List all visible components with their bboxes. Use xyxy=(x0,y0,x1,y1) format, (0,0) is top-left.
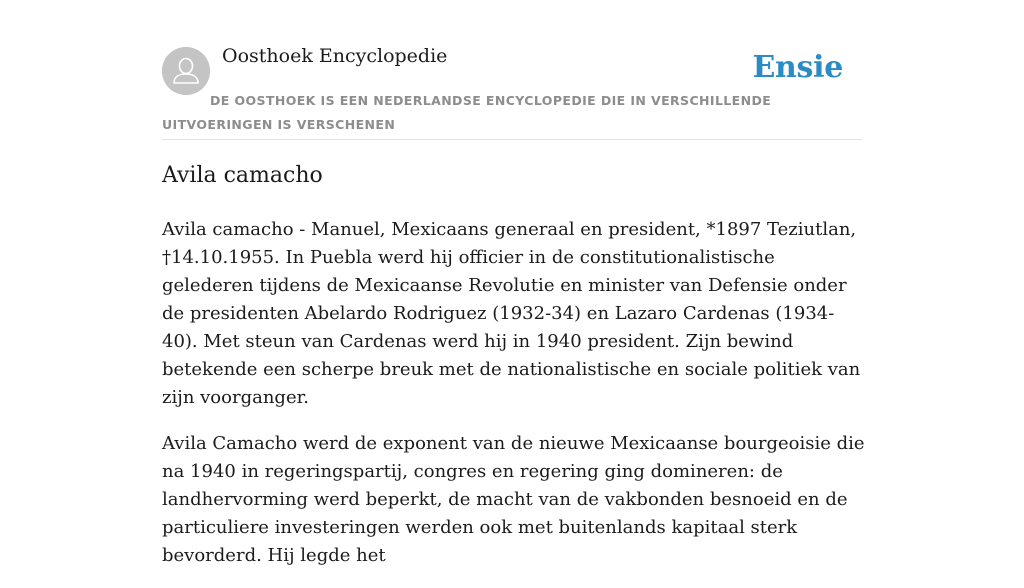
article-body xyxy=(162,216,867,588)
article-paragraph: Avila camacho - Manuel, Mexicaans generaal en president, *1897 Teziutlan, †14.10.1955. In Puebla werd hij officier in de constitutionalistische gelederen tijdens de Mexicaanse Revolutie en minister van Defensie onder de presidenten Abelardo Rodriguez (1932-34) en Lazaro Cardenas (1934-40). Met steun van Cardenas werd hij in 1940 president. Zijn bewind betekende een scherpe breuk met de nationalistische en sociale politiek van zijn voorganger. xyxy=(162,219,861,408)
user-icon xyxy=(162,47,210,95)
ensie-logo-link[interactable]: Ensie xyxy=(752,50,843,85)
site-header xyxy=(162,0,862,140)
site-tagline: DE OOSTHOEK IS EEN NEDERLANDSE ENCYCLOPEDIE DIE IN VERSCHILLENDE UITVOERINGEN IS VERSCHENEN xyxy=(162,93,772,132)
author-avatar[interactable] xyxy=(162,47,210,95)
site-name-link[interactable]: Oosthoek Encyclopedie xyxy=(222,45,448,67)
article-paragraph: Avila Camacho werd de exponent van de nieuwe Mexicaanse bourgeoisie die na 1940 in regeringspartij, congres en regering ging domineren: de landhervorming werd beperkt, de macht van de vakbonden besnoeid en de particuliere investeringen werden ook met buitenlands kapitaal sterk bevorderd. Hij legde het xyxy=(162,433,865,566)
content-container xyxy=(162,0,865,566)
article-title: Avila camacho xyxy=(162,163,323,188)
